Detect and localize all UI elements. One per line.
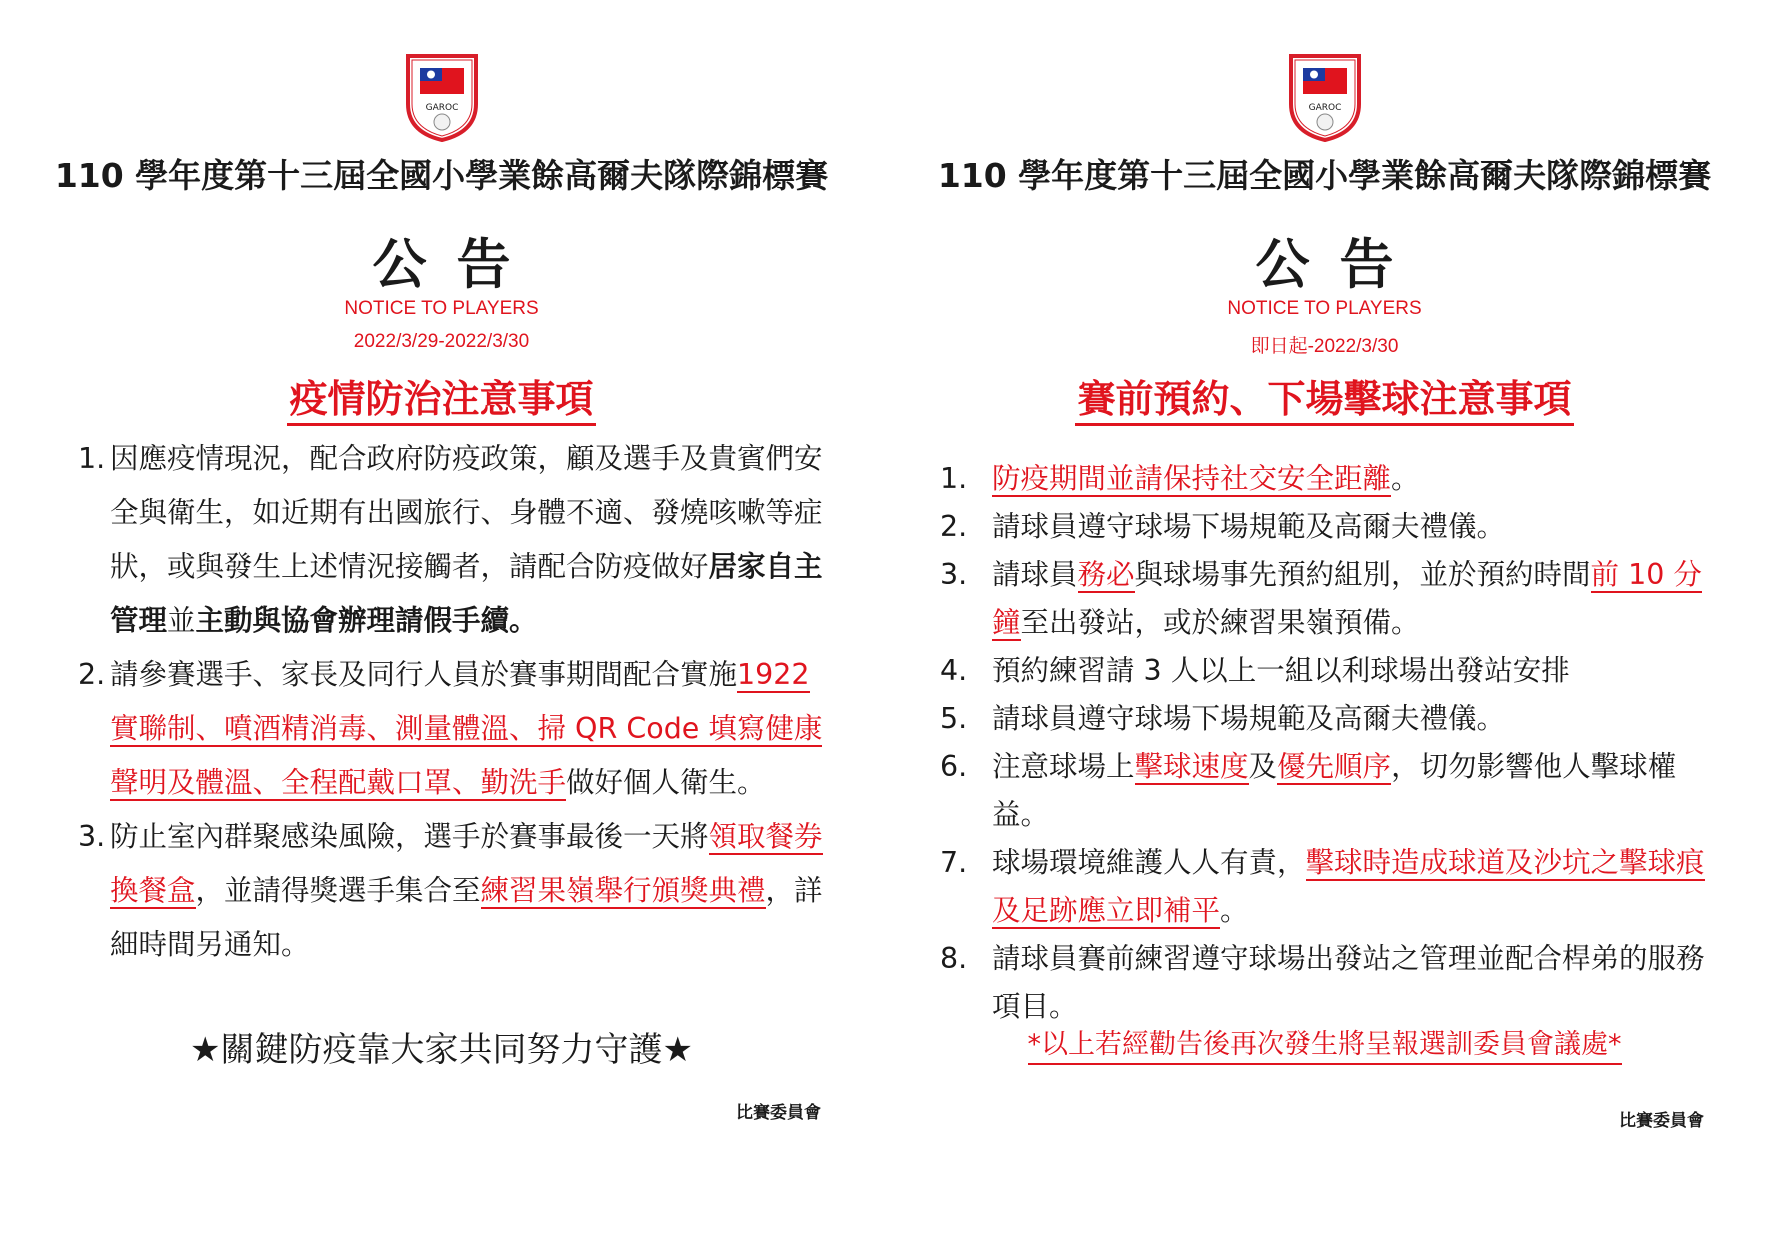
item-text: 預約練習請 3 人以上一組以利球場出發站安排 (992, 654, 1570, 687)
svg-text:GAROC: GAROC (1308, 103, 1341, 113)
section-title-text: 賽前預約、下場擊球注意事項 (1075, 377, 1573, 426)
notice-list (940, 455, 1710, 1031)
item-number: 3. (940, 558, 968, 591)
warning-text: *以上若經勸告後再次發生將呈報選訓委員會議處* (1028, 1029, 1622, 1065)
notice-en: NOTICE TO PLAYERS (344, 298, 539, 319)
notice-date: 即日起-2022/3/30 (1250, 336, 1399, 357)
item-highlight: 前 10 分鐘 (992, 558, 1702, 639)
item-highlight: 擊球時造成球道及沙坑之擊球痕及足跡應立即補平 (992, 846, 1705, 927)
item-highlight: 領取餐券換餐盒 (110, 820, 823, 907)
notice-title: 公告 (372, 233, 541, 296)
right-notice-panel (883, 0, 1766, 1241)
item-number: 8. (940, 942, 968, 975)
section-title-text: 疫情防治注意事項 (287, 377, 595, 426)
notice-date: 2022/3/29-2022/3/30 (353, 331, 530, 352)
item-text: 請球員遵守球場下場規範及高爾夫禮儀。 (992, 510, 1506, 543)
section-title (0, 368, 883, 423)
item-highlight: 務必 (1077, 558, 1135, 591)
item-text: 及 (1248, 750, 1278, 783)
item-number: 6. (940, 750, 968, 783)
list-item (940, 503, 1710, 551)
item-text: 做好個人衛生。 (566, 766, 766, 799)
item-text: 並 (167, 604, 196, 637)
item-number: 2. (940, 510, 968, 543)
warning-note (883, 1022, 1766, 1061)
garoc-logo (1285, 52, 1365, 142)
section-title (883, 368, 1766, 423)
item-number: 3. (78, 820, 106, 853)
item-text: 防止室內群聚感染風險，選手於賽事最後一天將 (110, 820, 709, 853)
list-item (940, 839, 1710, 935)
notice-list (78, 432, 828, 972)
event-title: 110 學年度第十三屆全國小學業餘高爾夫隊際錦標賽 (54, 156, 829, 195)
item-text: ，詳細時間另通知。 (110, 874, 823, 961)
item-text: 與球場事先預約組別，並於預約時間 (1134, 558, 1591, 591)
item-number: 2. (78, 658, 106, 691)
item-text: 請參賽選手、家長及同行人員於賽事期間配合實施 (110, 658, 738, 691)
committee-signature: 比賽委員會 (1619, 1111, 1704, 1131)
list-item (940, 935, 1710, 1031)
item-emphasis: 居家自主管理 (110, 550, 823, 637)
item-text: 至出發站，或於練習果嶺預備。 (1020, 606, 1420, 639)
item-highlight: 優先順序 (1277, 750, 1392, 783)
item-highlight: 練習果嶺舉行頒獎典禮 (480, 874, 766, 907)
item-number: 1. (940, 462, 968, 495)
item-number: 5. (940, 702, 968, 735)
item-highlight: 擊球速度 (1134, 750, 1249, 783)
garoc-emblem-icon (402, 52, 482, 142)
item-text: 請球員賽前練習遵守球場出發站之管理並配合桿弟的服務項目。 (992, 942, 1705, 1023)
item-text: ，切勿影響他人擊球權益。 (992, 750, 1677, 831)
list-item (78, 810, 828, 972)
item-emphasis: 主動與協會辦理請假手續。 (195, 604, 538, 637)
item-highlight: 及 (167, 766, 196, 799)
slogan: ★關鍵防疫靠大家共同努力守護★ (190, 1030, 693, 1070)
event-title: 110 學年度第十三屆全國小學業餘高爾夫隊際錦標賽 (937, 156, 1712, 195)
item-text: 請球員 (992, 558, 1078, 591)
item-text: 注意球場上 (992, 750, 1135, 783)
garoc-emblem-icon (1285, 52, 1365, 142)
list-item (940, 695, 1710, 743)
item-text: 請球員遵守球場下場規範及高爾夫禮儀。 (992, 702, 1506, 735)
item-text: 。 (1220, 894, 1249, 927)
item-highlight: 1922 實聯制、噴酒精消毒、測量體溫、掃 QR Code 填寫健康聲明 (110, 658, 823, 799)
item-text: 。 (1391, 462, 1420, 495)
item-text: ，並請得獎選手集合至 (195, 874, 481, 907)
item-highlight: 體溫、全程配戴口罩、勤洗手 (195, 766, 567, 799)
item-highlight: 防疫期間並請保持社交安全距離 (992, 462, 1392, 495)
notice-title: 公告 (1255, 233, 1424, 296)
item-number: 1. (78, 442, 106, 475)
notice-en: NOTICE TO PLAYERS (1227, 298, 1422, 319)
committee-signature: 比賽委員會 (736, 1103, 821, 1123)
list-item (940, 647, 1710, 695)
list-item (78, 432, 828, 648)
item-number: 4. (940, 654, 968, 687)
svg-text:GAROC: GAROC (425, 103, 458, 113)
list-item (940, 455, 1710, 503)
list-item (78, 648, 828, 810)
list-item (940, 743, 1710, 839)
item-text: 因應疫情現況，配合政府防疫政策，顧及選手及貴賓們安全與衛生，如近期有出國旅行、身體不適、發燒咳嗽等症狀，或與發生上述情況接觸者，請配合防疫做好 (110, 442, 823, 583)
garoc-logo (402, 52, 482, 142)
item-text: 球場環境維護人人有責， (992, 846, 1306, 879)
item-number: 7. (940, 846, 968, 879)
list-item (940, 551, 1710, 647)
